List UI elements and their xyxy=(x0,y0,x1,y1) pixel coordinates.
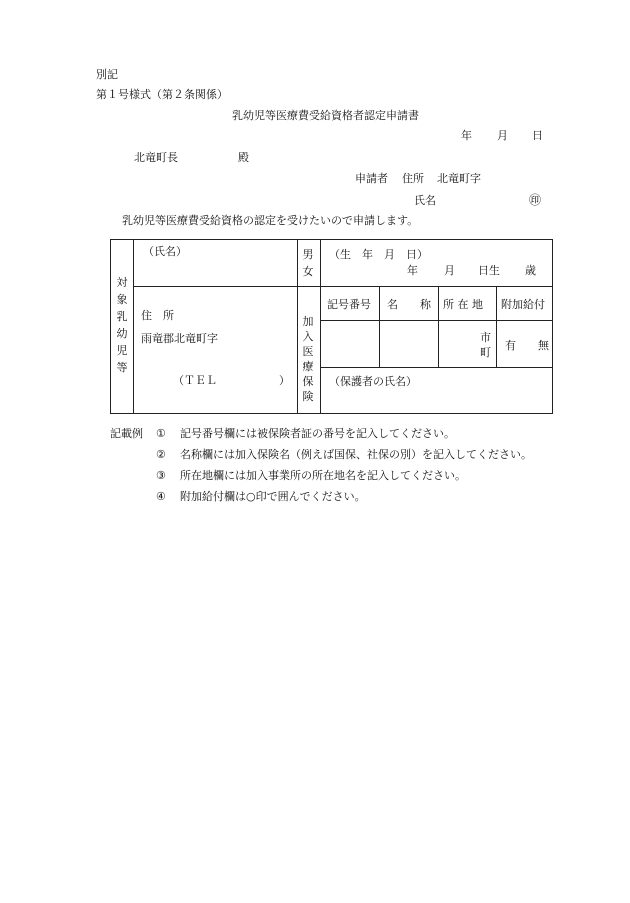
city-label: 市 xyxy=(480,331,491,344)
sex-label: 男 女 xyxy=(302,248,314,278)
benefit-no: 無 xyxy=(538,339,549,352)
applicant-label: 申請者 xyxy=(355,172,388,185)
page-title: 乳幼児等医療費受給資格者認定申請書 xyxy=(232,109,419,122)
header-insurer-name: 名 称 xyxy=(387,298,431,311)
child-address-value: 雨竜郡北竜町字 xyxy=(141,332,218,345)
date-year-label: 年 xyxy=(461,129,472,142)
date-day-label: 日 xyxy=(532,129,543,142)
age-label: 歳 xyxy=(525,264,536,277)
benefit-yes: 有 xyxy=(505,339,516,352)
applicant-name-label: 氏名 xyxy=(414,194,436,207)
guardian-name-label: （保護者の氏名） xyxy=(329,375,417,388)
header-symbol-number: 記号番号 xyxy=(327,298,371,311)
applicant-address-label: 住所 xyxy=(402,172,424,185)
applicant-address-value: 北竜町字 xyxy=(437,172,481,185)
birth-month-label: 月 xyxy=(444,264,455,277)
honorific: 殿 xyxy=(238,151,249,164)
date-month-label: 月 xyxy=(497,129,508,142)
header-additional-benefit: 附加給付 xyxy=(501,298,545,311)
header-location: 所 在 地 xyxy=(443,298,483,311)
child-name-label: （氏名） xyxy=(143,245,187,258)
town-label: 町 xyxy=(480,346,491,359)
birth-date-label: （生 年 月 日） xyxy=(329,248,428,261)
tel-label: （ＴＥＬ xyxy=(173,374,217,387)
birth-year-label: 年 xyxy=(407,264,418,277)
seal-mark: ㊞ xyxy=(529,193,542,207)
attachment-label: 別記 xyxy=(96,68,118,81)
notes-label: 記載例 xyxy=(110,427,143,440)
application-statement: 乳幼児等医療費受給資格の認定を受けたいので申請します。 xyxy=(122,214,419,227)
application-form-table xyxy=(110,239,553,414)
child-address-label: 住 所 xyxy=(141,309,174,322)
birth-day-label: 日生 xyxy=(478,264,500,277)
tel-close: ） xyxy=(279,374,290,387)
subject-label: 対 象 乳 幼 児 等 xyxy=(116,276,128,374)
form-number: 第１号様式（第２条関係） xyxy=(96,88,228,101)
addressee: 北竜町長 xyxy=(134,151,178,164)
insurance-label: 加 入 医 療 保 険 xyxy=(302,315,314,403)
